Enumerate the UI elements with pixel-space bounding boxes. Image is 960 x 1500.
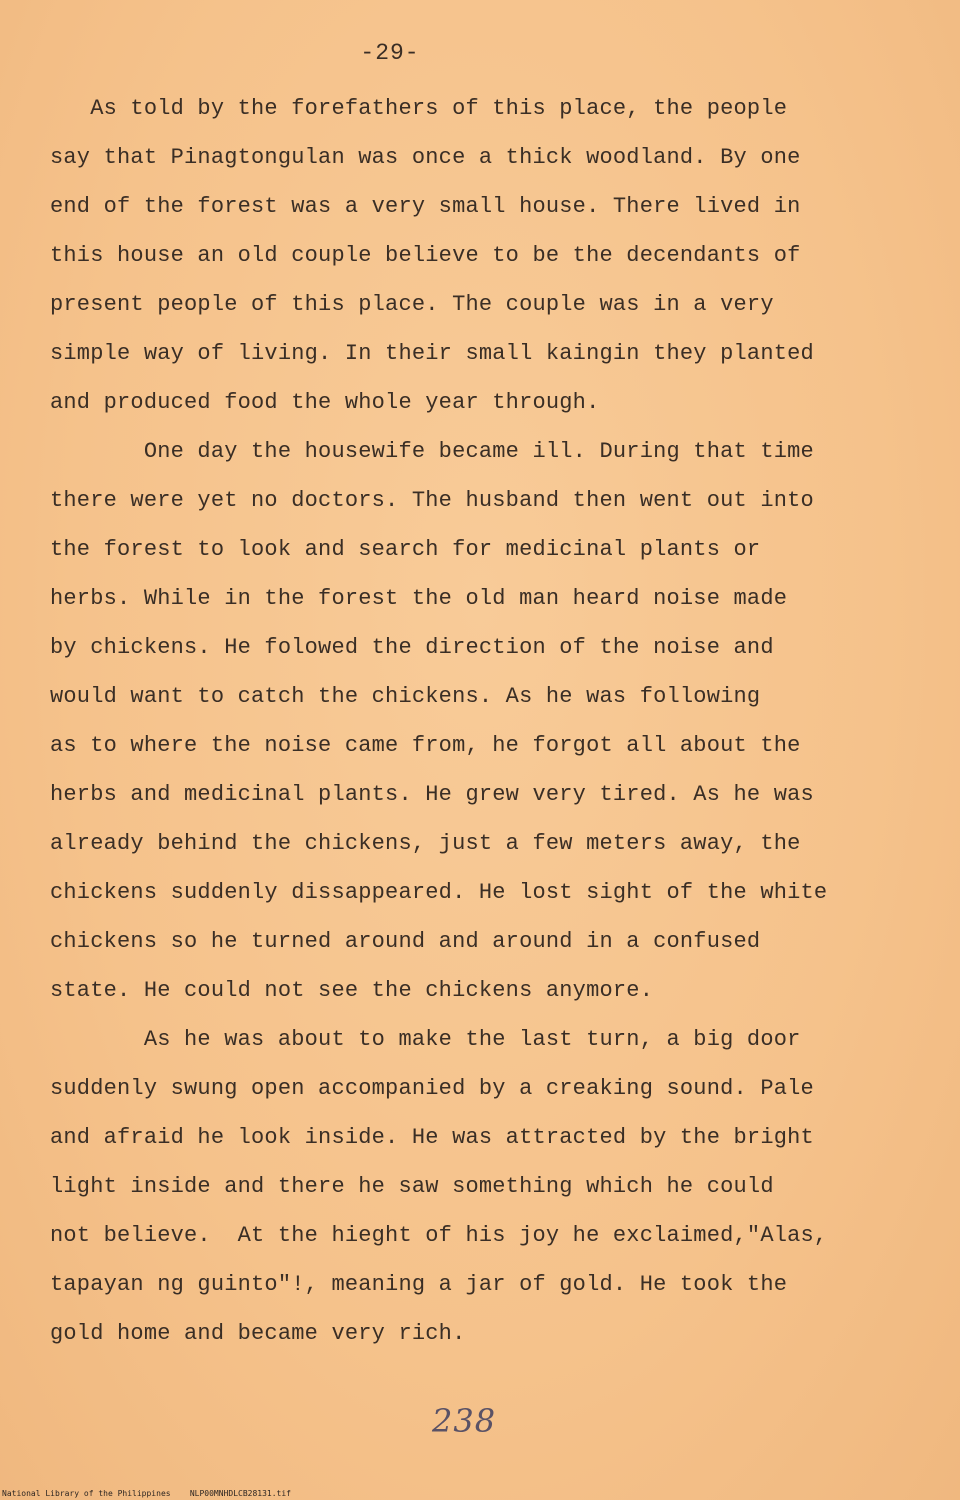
text-line: and afraid he look inside. He was attracted by the bright <box>50 1125 814 1150</box>
text-line: gold home and became very rich. <box>50 1321 466 1346</box>
text-line: herbs and medicinal plants. He grew very tired. As he was <box>50 782 814 807</box>
text-line: this house an old couple believe to be the decendants of <box>50 243 801 268</box>
text-line: simple way of living. In their small kaingin they planted <box>50 341 814 366</box>
text-line: not believe. At the hieght of his joy he exclaimed,"Alas, <box>50 1223 828 1248</box>
text-line: As he was about to make the last turn, a big door <box>50 1027 801 1052</box>
text-line: tapayan ng guinto"!, meaning a jar of gold. He took the <box>50 1272 788 1297</box>
text-line: One day the housewife became ill. During that time <box>50 439 814 464</box>
text-line: the forest to look and search for medicinal plants or <box>50 537 761 562</box>
text-line: chickens suddenly dissappeared. He lost sight of the white <box>50 880 828 905</box>
text-line: already behind the chickens, just a few meters away, the <box>50 831 801 856</box>
handwritten-page-number: 238 <box>432 1402 497 1440</box>
text-line: end of the forest was a very small house. There lived in <box>50 194 801 219</box>
text-line: present people of this place. The couple was in a very <box>50 292 774 317</box>
text-line: say that Pinagtongulan was once a thick woodland. By one <box>50 145 801 170</box>
body-text <box>50 84 930 1358</box>
text-line: and produced food the whole year through. <box>50 390 600 415</box>
page-number: -29- <box>360 40 420 66</box>
text-line: as to where the noise came from, he forgot all about the <box>50 733 801 758</box>
paragraph-2 <box>50 427 930 1015</box>
text-line: As told by the forefathers of this place, the people <box>50 96 788 121</box>
text-line: chickens so he turned around and around in a confused <box>50 929 761 954</box>
text-line: state. He could not see the chickens anymore. <box>50 978 654 1003</box>
text-line: would want to catch the chickens. As he was following <box>50 684 761 709</box>
text-line: herbs. While in the forest the old man heard noise made <box>50 586 788 611</box>
paragraph-3 <box>50 1015 930 1358</box>
text-line: suddenly swung open accompanied by a creaking sound. Pale <box>50 1076 814 1101</box>
archive-footer: National Library of the Philippines NLP00MNHDLCB28131.tif <box>2 1489 291 1498</box>
paragraph-1 <box>50 84 930 427</box>
text-line: by chickens. He folowed the direction of the noise and <box>50 635 774 660</box>
text-line: light inside and there he saw something which he could <box>50 1174 774 1199</box>
text-line: there were yet no doctors. The husband then went out into <box>50 488 814 513</box>
